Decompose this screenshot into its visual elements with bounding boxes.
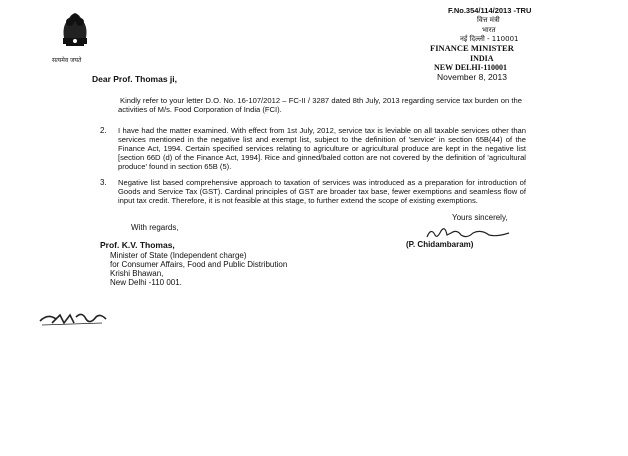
stamp-mark-icon [38, 303, 108, 333]
hindi-country: भारत [482, 26, 496, 34]
addressee-line-1: Minister of State (Independent charge) [110, 251, 247, 260]
letter-date: November 8, 2013 [437, 72, 507, 82]
paragraph-2-number: 2. [100, 126, 107, 135]
designation: FINANCE MINISTER [430, 43, 514, 53]
paragraph-3-number: 3. [100, 178, 107, 187]
addressee-name: Prof. K.V. Thomas, [100, 240, 175, 250]
addressee-line-3: Krishi Bhawan, [110, 269, 164, 278]
national-emblem-icon [54, 8, 96, 60]
yours-sincerely: Yours sincerely, [452, 213, 508, 222]
country: INDIA [470, 54, 494, 63]
salutation: Dear Prof. Thomas ji, [92, 74, 178, 84]
hindi-designation: वित्त मंत्री [477, 16, 500, 24]
paragraph-1: Kindly refer to your letter D.O. No. 16-107/2012 – FC-II / 3287 dated 8th July, 2013 regarding service tax burden on the activities of M/s. Food Corporation of India (FCI). [118, 96, 522, 114]
with-regards: With regards, [131, 223, 179, 232]
paragraph-3: Negative list based comprehensive approach to taxation of services was introduced as a preparation for introduction of Goods and Service Tax (GST). Cardinal principles of GST are broader tax base, fewer exemptions and seamless flow of input tax credit. Therefore, it is not feasible at this stage, to further extend the scope of existing exemptions. [118, 178, 526, 205]
signatory: (P. Chidambaram) [406, 240, 474, 249]
addressee-line-2: for Consumer Affairs, Food and Public Distribution [110, 260, 288, 269]
file-number: F.No.354/114/2013 -TRU [448, 6, 532, 15]
paragraph-2: I have had the matter examined. With effect from 1st July, 2012, service tax is leviable on all taxable services other than services mentioned in the negative list and exempt list, subject to the definition of 'service' in section 65B(44) of the Finance Act, 1994. Certain specified services relating to agriculture or agricultural produce are kept in the negative list [section 66D (d) of the Finance Act, 1994]. Rice and ginned/baled cotton are not covered by the definition of 'agricultural produce' found in section 65B (5). [118, 126, 526, 171]
city: NEW DELHI-110001 [434, 63, 507, 72]
hindi-city: नई दिल्ली - 110001 [460, 35, 519, 43]
addressee-line-4: New Delhi -110 001. [110, 278, 182, 287]
emblem-motto: सत्यमेव जयते [52, 57, 82, 64]
